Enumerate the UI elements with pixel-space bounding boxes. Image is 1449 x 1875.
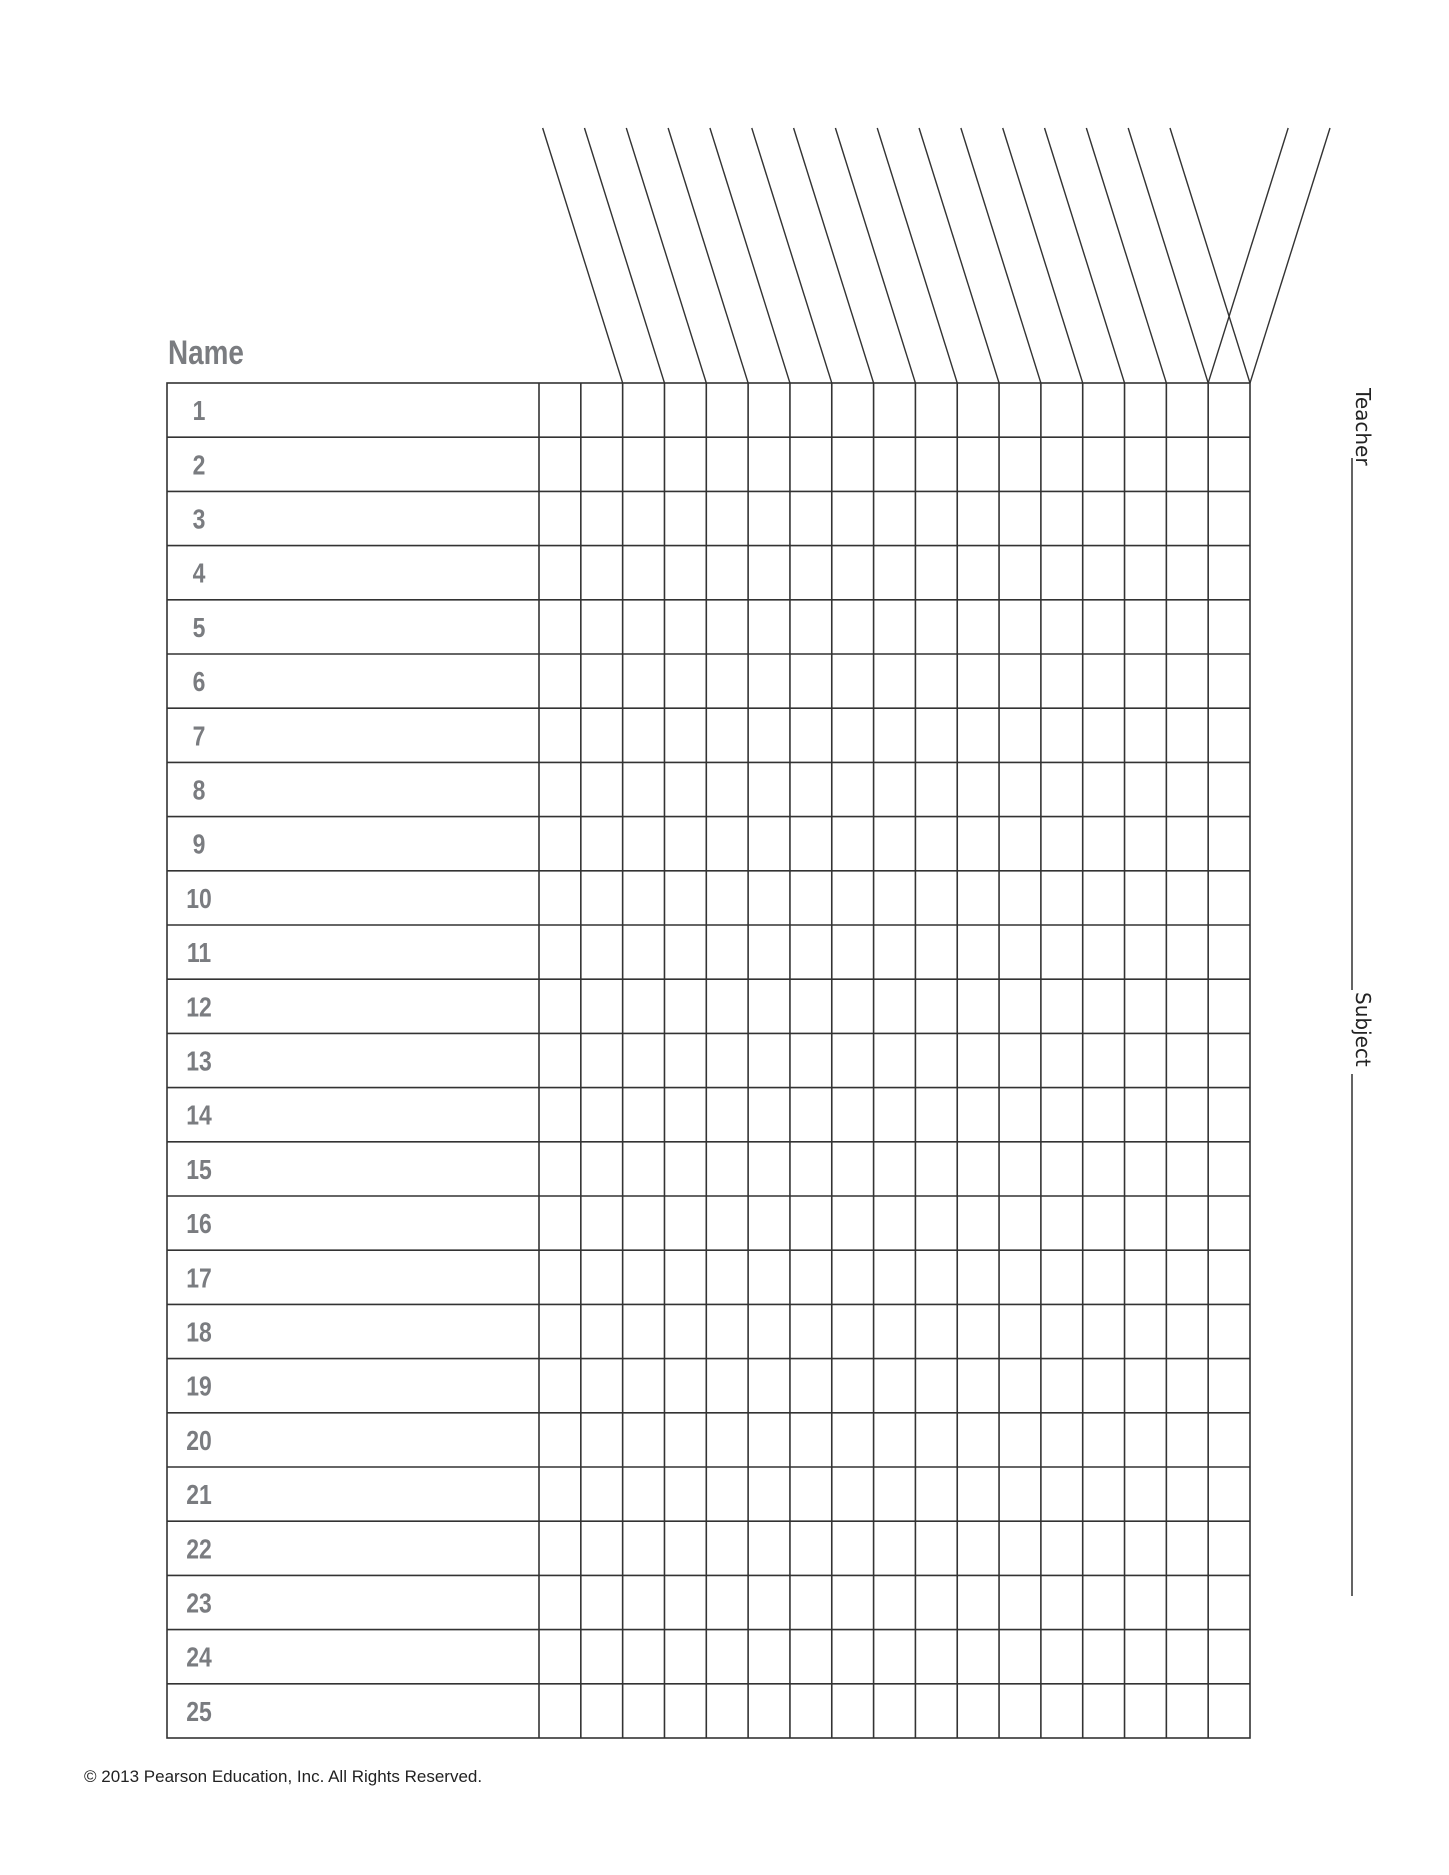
row-number: 13 (186, 1046, 212, 1078)
column-header-slant (835, 128, 915, 383)
row-number: 17 (186, 1263, 212, 1294)
row-number: 12 (186, 992, 212, 1023)
row-number: 22 (186, 1534, 212, 1565)
row-number: 20 (186, 1425, 212, 1457)
teacher-label: Teacher (1351, 388, 1375, 466)
row-number: 1 (192, 396, 206, 427)
row-number: 15 (186, 1154, 212, 1186)
row-number: 24 (186, 1642, 212, 1674)
row-number: 19 (186, 1371, 212, 1403)
column-header-slant (1086, 128, 1166, 383)
row-number: 7 (192, 721, 206, 752)
column-header-slant (626, 128, 706, 383)
gradebook-grid (167, 383, 1250, 1738)
row-number: 8 (192, 775, 206, 807)
column-header-slant (1128, 128, 1208, 383)
row-number: 4 (192, 558, 206, 590)
row-number: 3 (192, 504, 206, 536)
teacher-subject-block (1351, 387, 1375, 1596)
column-header-slant (1003, 128, 1083, 383)
row-number: 25 (186, 1696, 212, 1728)
column-header-slant (668, 128, 748, 383)
row-number: 16 (186, 1209, 212, 1240)
row-number: 23 (186, 1588, 212, 1620)
column-header-slant (919, 128, 999, 383)
column-header-slants (543, 128, 1330, 383)
column-header-slant (584, 128, 664, 383)
row-number: 6 (192, 667, 206, 698)
column-header-slant (961, 128, 1041, 383)
row-number: 2 (192, 450, 206, 481)
column-header-slant (877, 128, 957, 383)
column-header-slant (752, 128, 832, 383)
column-header-slant (794, 128, 874, 383)
row-number: 5 (192, 612, 206, 644)
column-header-slant (1045, 128, 1125, 383)
column-header-slant-right (1208, 128, 1288, 383)
row-number: 11 (186, 938, 212, 969)
copyright-notice: © 2013 Pearson Education, Inc. All Rights Reserved. (84, 1767, 483, 1786)
grid-outline (167, 383, 1250, 1738)
name-column-heading: Name (168, 333, 244, 372)
row-number-list (186, 396, 212, 1727)
row-number: 10 (186, 883, 212, 915)
row-number: 9 (192, 829, 206, 861)
column-header-slant (710, 128, 790, 383)
row-number: 14 (186, 1100, 212, 1132)
column-header-slant-right (1250, 128, 1330, 383)
subject-label: Subject (1351, 992, 1375, 1067)
row-number: 18 (186, 1317, 212, 1349)
column-header-slant (1170, 128, 1250, 383)
column-header-slant (543, 128, 623, 383)
row-number: 21 (186, 1480, 212, 1511)
